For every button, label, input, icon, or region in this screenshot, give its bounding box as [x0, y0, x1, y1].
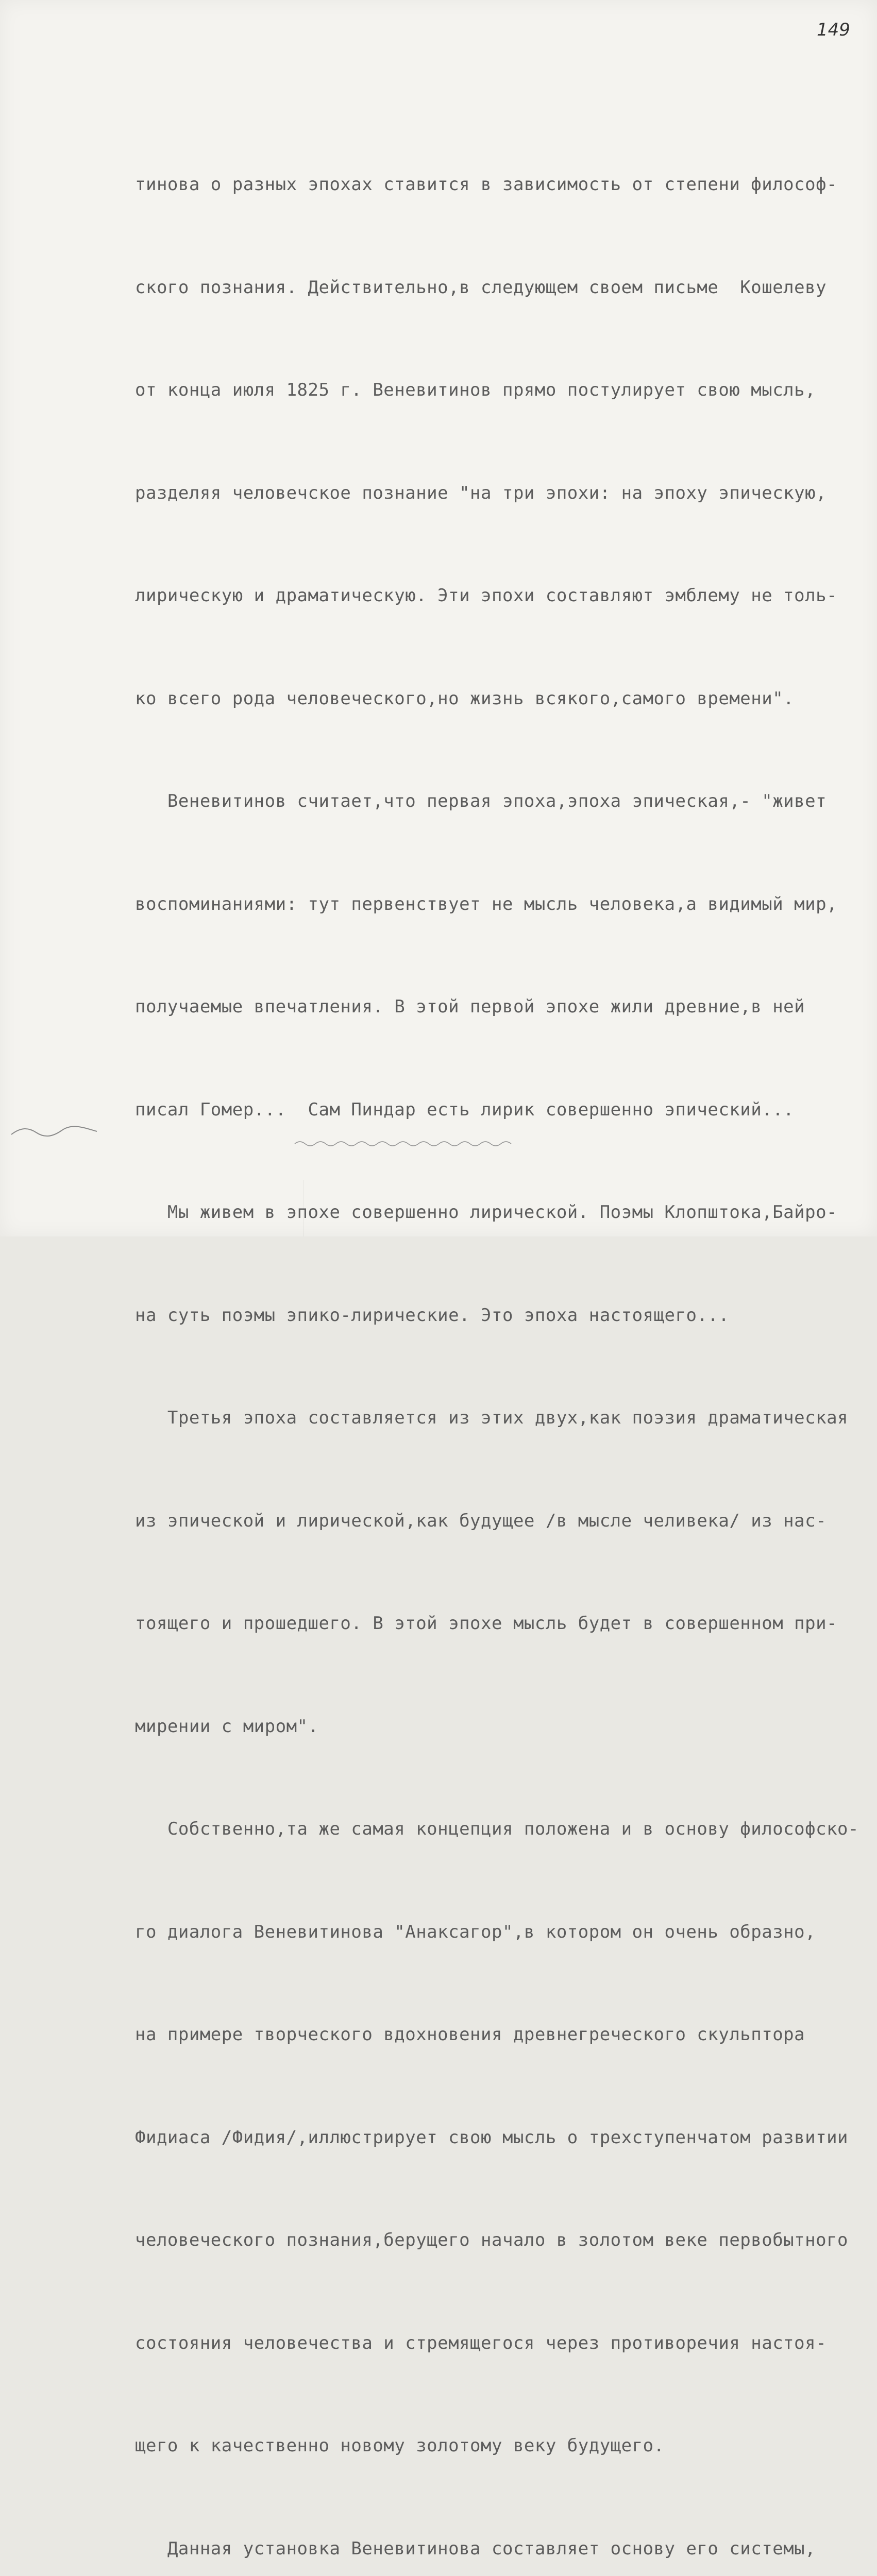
text-line: на примере творческого вдохновения древнегреческого скульптора — [135, 2024, 805, 2045]
text-line: Фидиаса /Фидия/,иллюстрирует свою мысль о трехступенчатом развитии — [135, 2127, 849, 2148]
margin-pencil-mark — [10, 1123, 98, 1139]
text-line: на суть поэмы эпико-лирические. Это эпоха настоящего... — [135, 1304, 730, 1326]
text-line: ского познания. Действительно,в следующем своем письме Кошелеву — [135, 277, 827, 298]
text-line: Данная установка Веневитинова составляет основу его системы, — [135, 2538, 816, 2559]
text-line: лирическую и драматическую. Эти эпохи составляют эмблему не толь- — [135, 585, 838, 606]
page-number: 149 — [817, 20, 850, 40]
text-line: из эпической и лирической,как будущее /в мысле челивека/ из нас- — [135, 1510, 827, 1531]
text-line: воспоминаниями: тут первенствует не мысль человека,а видимый мир, — [135, 893, 838, 914]
text-line: мирении с миром". — [135, 1716, 319, 1737]
text-line: Веневитинов считает,что первая эпоха,эпоха эпическая,- "живет — [135, 791, 827, 811]
text-line: тоящего и прошедшего. В этой эпохе мысль будет в совершенном при- — [135, 1613, 838, 1634]
text-line: писал Гомер... Сам Пиндар есть лирик совершенно эпический... — [135, 1099, 795, 1120]
text-line: Третья эпоха составляется из этих двух,как поэзия драматическая — [135, 1408, 849, 1428]
text-line: ко всего рода человеческого,но жизнь всякого,самого времени". — [135, 688, 795, 709]
typed-text — [135, 99, 862, 2576]
text-line: разделяя человечское познание "на три эпохи: на эпоху эпическую, — [135, 482, 827, 503]
text-line: Собственно,та же самая концепция положена и в основу философско- — [135, 1819, 859, 1839]
wavy-underline-mark — [294, 1139, 520, 1149]
text-line: Мы живем в эпохе совершенно лирической. Поэмы Клопштока,Байро- — [135, 1202, 838, 1223]
text-line: состояния человечества и стремящегося через противоречия настоя- — [135, 2332, 827, 2353]
text-line: от конца июля 1825 г. Веневитинов прямо постулирует свою мысль, — [135, 380, 816, 400]
text-line: го диалога Веневитинова "Анаксагор",в котором он очень образно, — [135, 1921, 816, 1942]
text-line: тинова о разных эпохах ставится в зависимость от степени философ- — [135, 174, 838, 195]
text-line: получаемые впечатления. В этой первой эпохе жили древние,в ней — [135, 996, 805, 1017]
text-line: щего к качественно новому золотому веку будущего. — [135, 2435, 665, 2456]
text-line: человеческого познания,берущего начало в золотом веке первобытного — [135, 2230, 849, 2250]
